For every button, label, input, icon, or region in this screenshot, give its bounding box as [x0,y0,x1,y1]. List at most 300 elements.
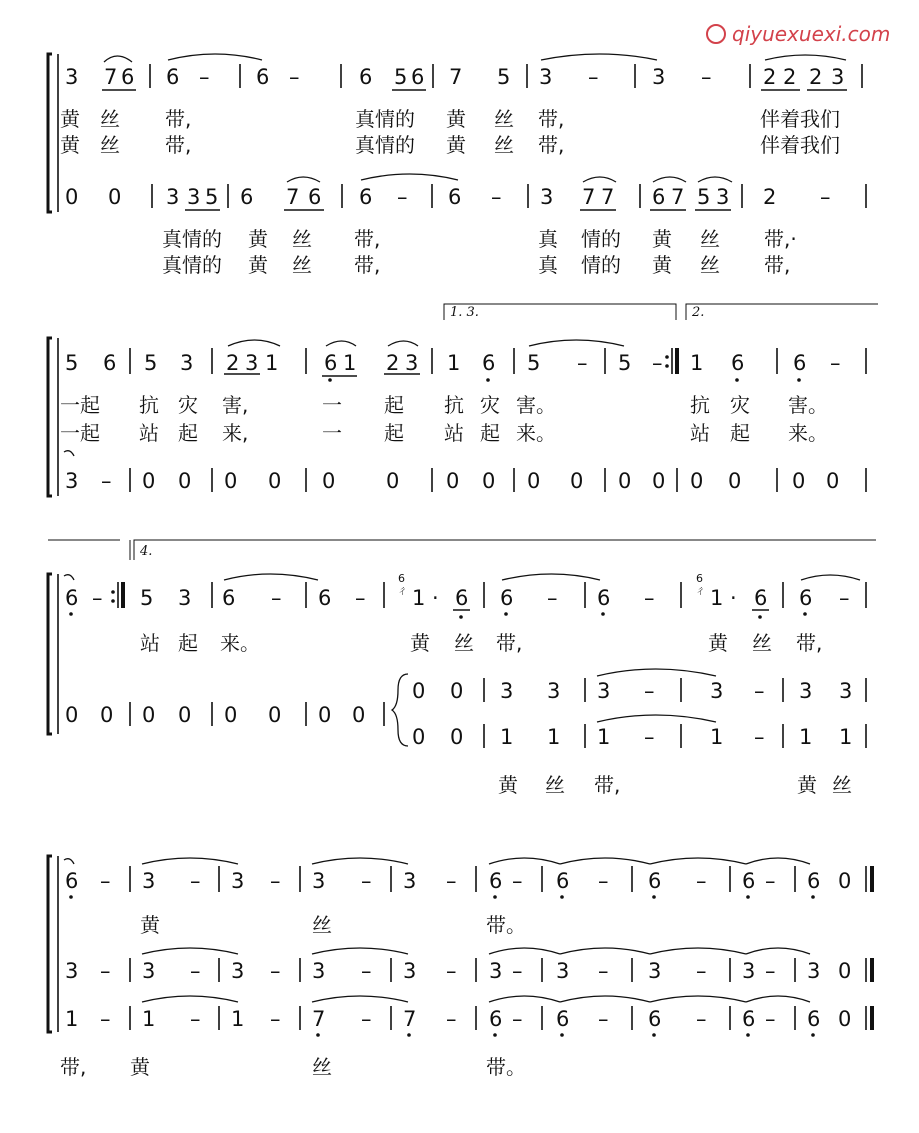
tie-slur [765,55,846,60]
note: 3 [180,351,194,375]
note: 5 [205,185,219,209]
note: – [547,586,558,610]
note: 2 [783,65,797,89]
note: 0 [652,469,666,493]
lyric: 带, [538,107,565,131]
tie-slur [168,54,262,60]
note: – [270,959,281,983]
note: 6 [742,1007,756,1031]
lyric: 站 [444,421,464,445]
note: 6 [103,351,117,375]
note: 3 [489,959,503,983]
low-octave-dot [746,1033,750,1037]
system-bracket [48,574,52,734]
lyric: 黄 [446,133,466,157]
lyric: 来。 [788,421,828,445]
low-octave-dot [504,612,508,616]
note: 0 [178,703,192,727]
grace-mark: ㄔ [397,584,408,597]
lyric: 一 [322,421,342,445]
note: 3 [142,959,156,983]
note: – [598,959,609,983]
lyric: 带, [60,1055,87,1079]
system-bracket [48,856,52,1032]
lyric: 带, [165,107,192,131]
lyric: 丝 [700,253,720,277]
note: 3 [648,959,662,983]
low-octave-dot [797,378,801,382]
note: 7 [671,185,685,209]
lyric: 伴着我们 [760,133,840,157]
tie-slur [64,575,74,580]
low-octave-dot [601,612,605,616]
note: 6 [121,65,135,89]
note: 3 [652,65,666,89]
watermark-text: qiyuexuexi.com [732,22,891,46]
tie-slur [746,948,810,954]
lyric: 情的 [581,253,621,277]
note: – [491,185,502,209]
note: 0 [318,703,332,727]
note: – [271,586,282,610]
note: 3 [312,959,326,983]
note: 5 [65,351,79,375]
note: 0 [570,469,584,493]
note: – [446,869,457,893]
lyrics-lower [162,227,797,277]
lyric: 一起 [60,421,100,445]
lyric: 黄 [130,1055,150,1079]
tie-slur [224,574,318,580]
note: · [432,586,439,610]
note: 5 [697,185,711,209]
note: – [270,1007,281,1031]
note: – [289,65,300,89]
lyric: 带。 [486,1055,526,1079]
lyric: 一起 [60,393,100,417]
low-octave-dot [316,1033,320,1037]
lyric: 起 [384,421,404,445]
note: 6 [799,586,813,610]
lyric: 一 [322,393,342,417]
note: 0 [690,469,704,493]
note: – [190,869,201,893]
lyric: 真 [538,253,558,277]
note: – [652,351,663,375]
grace-note: 6 [696,572,703,585]
note: 6 [256,65,270,89]
lyric: 害, [222,393,249,417]
watermark [707,22,890,46]
note: 1 [839,725,853,749]
note: 0 [618,469,632,493]
note: 3 [245,351,259,375]
note: 6 [482,351,496,375]
upper-staff [65,54,862,90]
note: – [754,725,765,749]
note: 6 [222,586,236,610]
note: 1 [343,351,357,375]
low-octave-dot [746,895,750,899]
note: – [765,959,776,983]
lyric: 灾 [178,393,198,417]
repeat-dot [665,364,669,368]
note: 3 [742,959,756,983]
lyric: 黄 [446,107,466,131]
lyric: 带, [594,773,621,797]
note: 3 [403,869,417,893]
note: 1 [447,351,461,375]
tie-slur [746,858,810,864]
tie-slur [698,177,732,182]
note: 6 [648,1007,662,1031]
note: 6 [489,1007,503,1031]
tie-slur [583,177,616,182]
lyrics-upper [60,107,840,157]
note: 5 [618,351,632,375]
note: – [696,1007,707,1031]
lyric: 丝 [545,773,565,797]
low-octave-dot [69,612,73,616]
lyric: 黄 [248,227,268,251]
note: – [100,1007,111,1031]
note: 3 [187,185,201,209]
note: 0 [65,185,79,209]
note: – [397,185,408,209]
lyric: 带, [538,133,565,157]
note: 6 [489,869,503,893]
low-octave-dot [493,1033,497,1037]
system-bracket [48,338,52,496]
note: 1 [597,725,611,749]
tie-slur [650,996,746,1002]
note: 0 [268,703,282,727]
lyric: 真情的 [162,253,222,277]
lyric: 黄 [248,253,268,277]
lyric: 丝 [454,631,474,655]
low-octave-dot [560,1033,564,1037]
note: 0 [178,469,192,493]
note: 3 [839,679,853,703]
lyric: 起 [178,421,198,445]
lyric: 灾 [480,393,500,417]
note: 1 [500,725,514,749]
note: 3 [65,469,79,493]
tie-slur [597,715,716,722]
note: – [577,351,588,375]
note: 7 [312,1007,326,1031]
low-octave-dot [560,895,564,899]
lyric: 丝 [312,1055,332,1079]
note: – [512,1007,523,1031]
note: 0 [100,703,114,727]
lyric: 站 [139,421,159,445]
note: 6 [359,185,373,209]
lyric: 黄 [140,913,160,937]
note: – [598,869,609,893]
low-octave-dot [486,378,490,382]
tie-slur [312,858,408,864]
lyric: 情的 [581,227,621,251]
tie-slur [650,948,746,954]
tie-slur [287,177,320,182]
lower-staff [65,669,866,749]
low-octave-dot [758,615,762,619]
lyric: 伴着我们 [760,107,840,131]
note: – [190,1007,201,1031]
note: 1 [412,586,426,610]
note: 7 [601,185,615,209]
divisi-upper [412,669,866,703]
note: – [644,586,655,610]
lower-staff [65,174,866,210]
note: 0 [386,469,400,493]
tie-slur [529,340,624,346]
tie-slur [560,996,650,1002]
note: 1 [265,351,279,375]
tie-slur [597,669,716,676]
lyric: 抗 [444,393,464,417]
lyric: 丝 [100,107,120,131]
note: 3 [831,65,845,89]
lyric: 带,· [764,227,797,251]
lyric: 起 [178,631,198,655]
tie-slur [746,996,810,1002]
lyrics-lower [60,1055,526,1079]
lyric: 丝 [292,227,312,251]
note: 0 [412,679,426,703]
grace-note: 6 [398,572,405,585]
tie-slur [541,54,657,60]
repeat-dot [665,355,669,359]
note: 6 [807,869,821,893]
note: 6 [597,586,611,610]
lyrics-upper [60,393,828,445]
lyric: 来。 [220,631,260,655]
note: 5 [527,351,541,375]
divisi-brace [392,674,408,746]
lyric: 黄 [60,107,80,131]
lyric: 带, [165,133,192,157]
system-4 [48,856,872,1079]
tie-slur [489,996,560,1002]
note: 5 [394,65,408,89]
note: 1 [799,725,813,749]
lyric: 来, [222,421,249,445]
note: – [754,679,765,703]
note: – [270,869,281,893]
repeat-dot [111,599,115,603]
note: 6 [648,869,662,893]
note: 0 [65,703,79,727]
note: 6 [793,351,807,375]
note: 6 [556,869,570,893]
tie-slur [560,858,650,864]
note: 6 [359,65,373,89]
note: 0 [728,469,742,493]
note: 6 [556,1007,570,1031]
note: 6 [448,185,462,209]
note: 2 [809,65,823,89]
tie-slur [801,575,860,580]
note: 3 [710,679,724,703]
note: 0 [838,959,852,983]
note: 0 [527,469,541,493]
note: 0 [352,703,366,727]
note: 3 [799,679,813,703]
note: 6 [754,586,768,610]
note: – [644,679,655,703]
note: 1 [231,1007,245,1031]
note: – [696,869,707,893]
tie-slur [142,996,238,1002]
note: 0 [268,469,282,493]
tie-slur [64,451,74,456]
note: 0 [482,469,496,493]
note: 6 [500,586,514,610]
note: – [100,959,111,983]
lyric: 灾 [730,393,750,417]
note: 7 [582,185,596,209]
volta-bracket-2 [686,304,878,320]
note: 0 [838,869,852,893]
note: 0 [322,469,336,493]
note: 3 [312,869,326,893]
note: 0 [142,703,156,727]
note: 0 [224,469,238,493]
lyric: 黄 [708,631,728,655]
upper-staff [64,572,866,619]
note: 3 [166,185,180,209]
lyric: 真情的 [162,227,222,251]
tie-slur [489,858,560,864]
note: 0 [224,703,238,727]
volta-label-1-3: 1. 3. [450,305,479,320]
tie-slur [502,574,600,580]
note: 3 [597,679,611,703]
lyrics-upper [140,913,526,937]
note: 0 [792,469,806,493]
note: 6 [411,65,425,89]
lyric: 害。 [516,393,556,417]
lyric: 丝 [494,133,514,157]
note: 6 [308,185,322,209]
low-octave-dot [459,615,463,619]
repeat-dot [111,590,115,594]
lyric: 害。 [788,393,828,417]
lyric: 起 [384,393,404,417]
note: 5 [144,351,158,375]
note: 3 [540,185,554,209]
lyric: 丝 [292,253,312,277]
note: 6 [455,586,469,610]
note: 0 [826,469,840,493]
note: – [820,185,831,209]
volta-label-4: 4. [140,544,153,559]
note: 1 [690,351,704,375]
low-octave-dot [69,895,73,899]
low-octave-dot [811,1033,815,1037]
note: 6 [731,351,745,375]
note: – [644,725,655,749]
note: 6 [742,869,756,893]
note: 3 [807,959,821,983]
lyric: 丝 [100,133,120,157]
low-octave-dot [407,1033,411,1037]
low-octave-dot [652,1033,656,1037]
lyric: 丝 [312,913,332,937]
note: 3 [403,959,417,983]
note: 6 [65,586,79,610]
note: 2 [763,65,777,89]
lyric: 带, [354,227,381,251]
system-2 [48,304,878,496]
system-1 [48,54,866,277]
note: – [765,1007,776,1031]
note: 7 [286,185,300,209]
lyric: 抗 [690,393,710,417]
low-octave-dot [328,378,332,382]
tie-slur [650,858,746,864]
note: 0 [838,1007,852,1031]
note: 0 [450,725,464,749]
note: 3 [231,869,245,893]
note: – [361,869,372,893]
note: 3 [142,869,156,893]
note: 3 [556,959,570,983]
tie-slur [361,174,458,180]
lyric: 黄 [60,133,80,157]
lyric: 来。 [516,421,556,445]
note: 0 [142,469,156,493]
low-octave-dot [493,895,497,899]
lyrics-lower [498,773,852,797]
note: 2 [386,351,400,375]
note: – [199,65,210,89]
lyric: 带, [796,631,823,655]
lyric: 带, [496,631,523,655]
lyric: 黄 [498,773,518,797]
lyric: 起 [480,421,500,445]
note: 5 [497,65,511,89]
low-octave-dot [803,612,807,616]
lyric: 起 [730,421,750,445]
note: 6 [652,185,666,209]
note: 0 [412,725,426,749]
watermark-logo-icon [707,25,725,43]
lyric: 带, [354,253,381,277]
tie-slur [560,948,650,954]
note: 1 [547,725,561,749]
note: – [512,869,523,893]
lyric: 黄 [410,631,430,655]
note: 1 [710,725,724,749]
volta-bracket-4 [134,540,876,560]
note: 6 [240,185,254,209]
lyric: 丝 [494,107,514,131]
tie-slur [142,948,238,954]
note: 0 [450,679,464,703]
lyric: 站 [140,631,160,655]
note: 7 [403,1007,417,1031]
note: 0 [446,469,460,493]
note: – [446,1007,457,1031]
divisi-lower [412,715,866,749]
tie-slur [312,996,408,1002]
lyric: 真情的 [355,107,415,131]
tie-slur [489,948,560,954]
lyric: 真情的 [355,133,415,157]
